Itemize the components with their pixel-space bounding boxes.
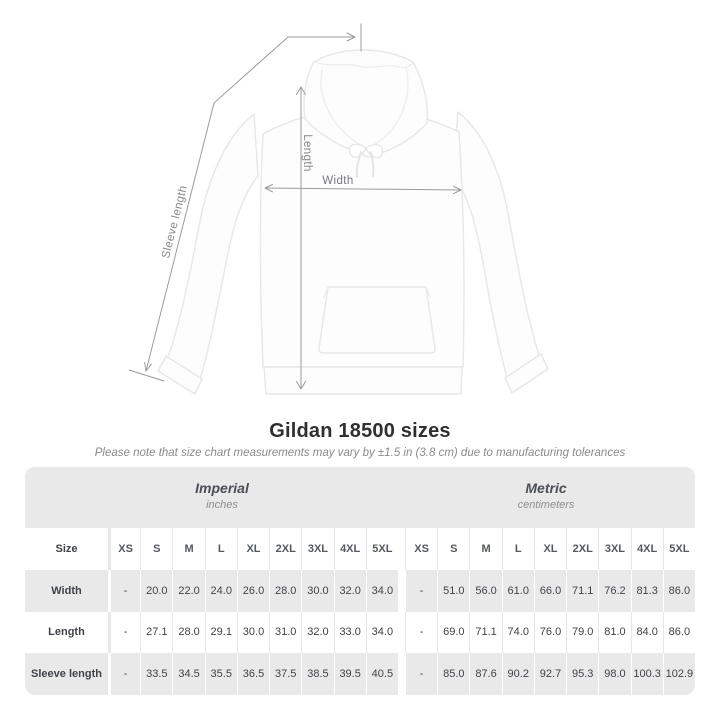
cell: 61.0	[502, 570, 534, 612]
cell: 24.0	[205, 570, 237, 612]
cell: 66.0	[534, 570, 566, 612]
size-col-header: 5XL	[366, 528, 398, 570]
cell: 22.0	[172, 570, 204, 612]
cell: 30.0	[237, 612, 269, 654]
cell: 86.0	[663, 570, 695, 612]
table-row-width	[25, 570, 695, 612]
cell: 56.0	[469, 570, 501, 612]
cell: 71.1	[469, 612, 501, 654]
size-col-header: 5XL	[663, 528, 695, 570]
cell: 32.0	[334, 570, 366, 612]
size-col-header: 4XL	[631, 528, 663, 570]
unit-group-header	[25, 467, 695, 528]
cell: 84.0	[631, 612, 663, 654]
cell: 76.0	[534, 612, 566, 654]
metric-group-header	[518, 480, 575, 511]
cell: 85.0	[437, 653, 469, 695]
cell: 27.1	[140, 612, 172, 654]
width-measure-label: Width	[322, 175, 354, 187]
cell: 33.0	[334, 612, 366, 654]
cell: 39.5	[334, 653, 366, 695]
group-gap	[398, 570, 405, 612]
size-col-header: XL	[534, 528, 566, 570]
group-gap	[398, 612, 405, 654]
size-header-row	[25, 528, 695, 570]
cell: 34.0	[366, 612, 398, 654]
cell: 36.5	[237, 653, 269, 695]
cell: 32.0	[301, 612, 333, 654]
table-rows	[25, 528, 695, 695]
cell: 76.2	[598, 570, 630, 612]
cell: -	[405, 653, 437, 695]
cell: 92.7	[534, 653, 566, 695]
cell: 98.0	[598, 653, 630, 695]
metric-label: Metric	[525, 480, 567, 496]
hoodie-pocket	[319, 287, 435, 353]
size-col-header: L	[502, 528, 534, 570]
cell: 37.5	[269, 653, 301, 695]
table-row-length	[25, 612, 695, 654]
cell: 30.0	[301, 570, 333, 612]
imperial-unit: inches	[206, 499, 238, 511]
row-label: Width	[51, 584, 82, 597]
size-header-cell: Size	[55, 542, 78, 555]
size-col-header: M	[172, 528, 204, 570]
table-row-sleeve-length	[25, 653, 695, 695]
size-col-header: 3XL	[598, 528, 630, 570]
cell: 74.0	[502, 612, 534, 654]
size-col-header: 3XL	[301, 528, 333, 570]
cell: -	[405, 570, 437, 612]
size-col-header: 2XL	[566, 528, 598, 570]
hoodie-hem-band	[264, 367, 462, 394]
cell: 81.3	[631, 570, 663, 612]
length-measure-label: Length	[301, 134, 313, 172]
cell: 26.0	[237, 570, 269, 612]
cell: 71.1	[566, 570, 598, 612]
cell: -	[108, 612, 140, 654]
cell: 28.0	[269, 570, 301, 612]
hoodie-left-sleeve	[167, 114, 258, 383]
cell: 100.3	[631, 653, 663, 695]
cell: 35.5	[205, 653, 237, 695]
imperial-group-header	[195, 480, 249, 511]
cell: 51.0	[437, 570, 469, 612]
cell: 40.5	[366, 653, 398, 695]
cell: 86.0	[663, 612, 695, 654]
row-label: Length	[48, 626, 85, 639]
size-col-header: 2XL	[269, 528, 301, 570]
cell: 81.0	[598, 612, 630, 654]
size-col-header: XS	[405, 528, 437, 570]
cell: 34.0	[366, 570, 398, 612]
cell: 20.0	[140, 570, 172, 612]
cell: 29.1	[205, 612, 237, 654]
cell: 79.0	[566, 612, 598, 654]
cell: 34.5	[172, 653, 204, 695]
cell: -	[405, 612, 437, 654]
row-label: Sleeve length	[31, 668, 102, 681]
cell: 33.5	[140, 653, 172, 695]
cell: 87.6	[469, 653, 501, 695]
size-col-header: M	[469, 528, 501, 570]
cell: -	[108, 570, 140, 612]
size-col-header: XS	[108, 528, 140, 570]
tolerance-note: Please note that size chart measurements may vary by ±1.5 in (3.8 cm) due to manufacturing tolerances	[94, 447, 626, 459]
cell: 95.3	[566, 653, 598, 695]
page-title: Gildan 18500 sizes	[269, 420, 451, 442]
cell: 102.9	[663, 653, 695, 695]
size-col-header: S	[140, 528, 172, 570]
cell: 38.5	[301, 653, 333, 695]
size-col-header: L	[205, 528, 237, 570]
metric-unit: centimeters	[517, 499, 575, 511]
cell: 28.0	[172, 612, 204, 654]
size-col-header: XL	[237, 528, 269, 570]
cell: -	[108, 653, 140, 695]
imperial-label: Imperial	[195, 480, 249, 496]
size-col-header: S	[437, 528, 469, 570]
cell: 90.2	[502, 653, 534, 695]
size-table	[25, 467, 695, 695]
cell: 31.0	[269, 612, 301, 654]
size-col-header: 4XL	[334, 528, 366, 570]
sleeve-length-measure-label: Sleeve length	[160, 184, 190, 260]
group-gap	[398, 653, 405, 695]
hoodie-right-sleeve	[453, 112, 540, 382]
group-gap	[398, 528, 405, 570]
cell: 69.0	[437, 612, 469, 654]
